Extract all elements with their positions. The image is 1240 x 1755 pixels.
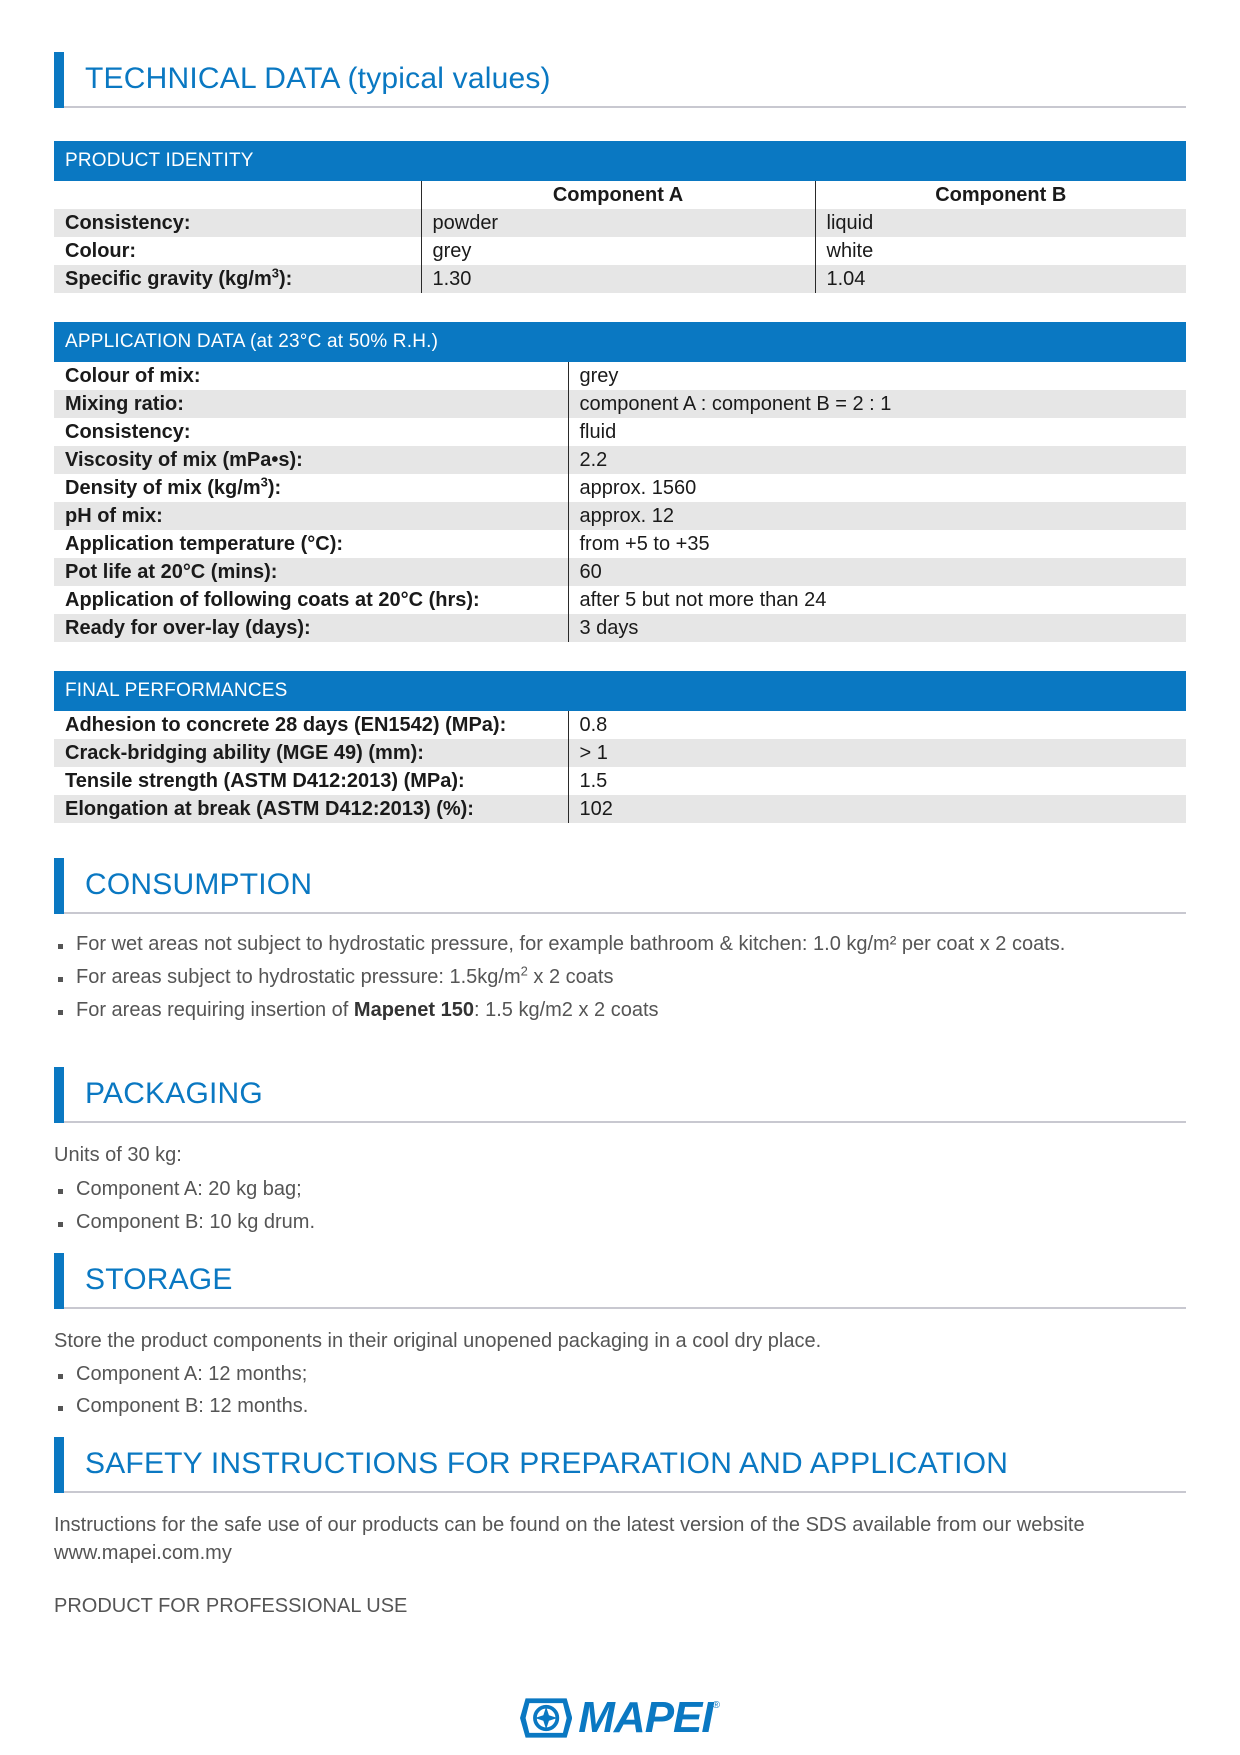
heading-accent-bar [54,858,64,914]
table-row [54,586,1186,614]
row-label: Consistency: [65,421,191,443]
application-data-table [54,322,1186,642]
cell-value: grey [421,237,815,265]
table-row [54,711,1186,739]
table-row [54,795,1186,823]
table-row [54,614,1186,642]
consumption-list [54,932,1164,1023]
section-title: PACKAGING [85,1077,263,1110]
table-row [54,558,1186,586]
list-item: Component B: 10 kg drum. [54,1210,1164,1235]
table-row [54,265,1186,293]
section-title: CONSUMPTION [85,868,313,901]
storage-list [54,1362,1164,1419]
row-label: Specific gravity $(kg/m^3)$: [54,265,421,293]
registered-mark: ® [712,1700,720,1711]
cell-value: component A : component B = 2 : 1 [568,390,1186,418]
table-header-row [54,181,1186,209]
row-label: Adhesion to concrete 28 days (EN1542) (MPa): [65,714,507,736]
table-row [54,418,1186,446]
row-label: Mixing ratio: [54,390,568,418]
table-row [54,237,1186,265]
heading-accent-bar [54,52,64,108]
section-title: SAFETY INSTRUCTIONS FOR PREPARATION AND APPLICATION [85,1447,1009,1480]
cell-value: fluid [568,418,1186,446]
table-row [54,446,1186,474]
list-item: Component A: 20 kg bag; [54,1177,1164,1202]
cell-value: 1.5 [568,767,1186,795]
cell-value: 102 [568,795,1186,823]
row-label: Application temperature (°C): [65,533,344,555]
list-item: For areas requiring insertion of Mapenet 150: 1.5 kg/m2 x 2 coats [54,998,1164,1023]
cell-value: 1.04 [815,265,1186,293]
section-title: TECHNICAL DATA (typical values) [85,62,551,95]
table-row [54,739,1186,767]
cell-value: powder [421,209,815,237]
mapei-emblem-icon [520,1693,572,1743]
product-identity-table [54,141,1186,293]
cell-value: 1.30 [421,265,815,293]
table-row [54,474,1186,502]
row-label: Elongation at break (ASTM D412:2013) (%): [54,795,568,823]
row-label: Application of following coats at 20°C (hrs): [65,589,480,611]
heading-accent-bar [54,1253,64,1309]
professional-use-note: PRODUCT FOR PROFESSIONAL USE [54,1595,408,1617]
table-row [54,362,1186,390]
row-label: Tensile strength (ASTM D412:2013) (MPa): [65,770,465,792]
safety-text: Instructions for the safe use of our products can be found on the latest version of the SDS available from our website www.mapei.com.my [54,1514,1085,1564]
packaging-list [54,1177,1164,1235]
row-label: Colour of mix: [65,365,201,387]
storage-intro: Store the product components in their original unopened packaging in a cool dry place. [54,1330,822,1352]
table-row [54,209,1186,237]
safety-heading [54,1437,1186,1493]
table-title: PRODUCT IDENTITY [54,141,1186,181]
list-item: For wet areas not subject to hydrostatic pressure, for example bathroom & kitchen: 1.0 kg/m² per coat x 2 coats. [54,932,1164,957]
table-row [54,390,1186,418]
packaging-intro: Units of 30 kg: [54,1144,182,1166]
table-row [54,530,1186,558]
row-label: Crack-bridging ability (MGE 49) (mm): [54,739,568,767]
column-header: Component A [421,181,815,209]
cell-value: 3 days [568,614,1186,642]
final-performances-table [54,671,1186,823]
table-title: FINAL PERFORMANCES [54,671,1186,711]
cell-value: liquid [815,209,1186,237]
row-label: Colour: [65,240,137,262]
heading-accent-bar [54,1437,64,1493]
cell-value: from +5 to +35 [568,530,1186,558]
heading-accent-bar [54,1067,64,1123]
mapei-wordmark: MAPEI [578,1693,713,1742]
cell-value: 60 [568,558,1186,586]
row-label: Consistency: [54,209,421,237]
cell-value: approx. 1560 [568,474,1186,502]
row-label: Pot life at 20°C (mins): [54,558,568,586]
section-title: STORAGE [85,1263,233,1296]
list-item: Component A: 12 months; [54,1362,1164,1387]
column-header: Component B [815,181,1186,209]
mapei-logo [520,1692,720,1744]
cell-value: approx. 12 [568,502,1186,530]
packaging-heading [54,1067,1186,1123]
table-row [54,502,1186,530]
list-item: Component B: 12 months. [54,1394,1164,1419]
row-label: Ready for over-lay (days): [54,614,568,642]
cell-value: grey [568,362,1186,390]
cell-value: white [815,237,1186,265]
consumption-heading [54,858,1186,914]
storage-heading [54,1253,1186,1309]
table-row [54,767,1186,795]
cell-value: after 5 but not more than 24 [568,586,1186,614]
technical-data-heading [54,52,1186,108]
row-label: pH of mix: [54,502,568,530]
table-title: APPLICATION DATA (at 23°C at 50% R.H.) [54,322,1186,362]
list-item: For areas subject to hydrostatic pressure: $1.5kg/m^2$ x 2 coats [54,965,1164,990]
cell-value: 0.8 [568,711,1186,739]
cell-value: > 1 [568,739,1186,767]
row-label: Viscosity of mix (mPa•s): [54,446,568,474]
row-label: Density of mix $(kg/m^3)$: [65,474,282,499]
cell-value: 2.2 [568,446,1186,474]
